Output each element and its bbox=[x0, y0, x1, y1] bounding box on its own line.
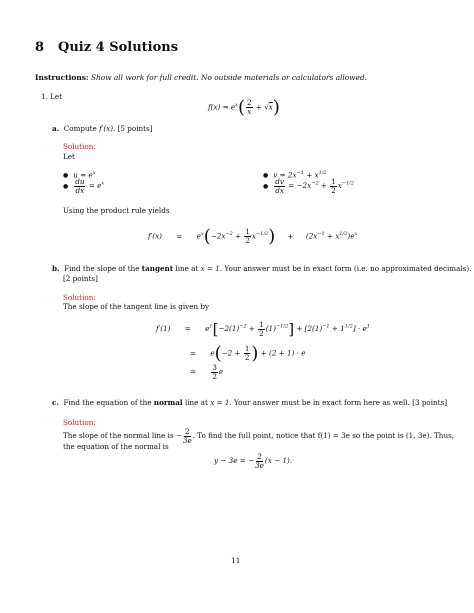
part-a-solution-label: Solution: bbox=[63, 142, 96, 151]
part-c-solution-label: Solution: bbox=[63, 418, 96, 427]
part-b-question: b. Find the slope of the tangent line at x = 1. Your answer must be in exact form (i.e. no approximated decimals). bbox=[52, 264, 472, 273]
part-a-using: Using the product rule yields bbox=[63, 206, 170, 215]
part-a-du: ● $\frac{du}{dx}$ = $e^x$ bbox=[63, 177, 105, 195]
section-number: 8 bbox=[35, 40, 45, 55]
section-title: Quiz 4 Solutions bbox=[58, 40, 179, 55]
part-b-solution-text: The slope of the tangent line is given by bbox=[63, 302, 210, 311]
part-a-dv: ● $\frac{dv}{dx}$ = $-2x^{-2}$ + $\frac{1}{2}$ $x^{-1/2}$ bbox=[263, 177, 355, 195]
part-b-solution-label: Solution: bbox=[63, 293, 96, 302]
problem-number: 1. Let bbox=[41, 92, 63, 101]
part-a-u: ● $u = e^x$ bbox=[63, 170, 96, 180]
page-number: 11 bbox=[231, 556, 241, 565]
instructions bbox=[35, 73, 367, 82]
part-b-question-line2: [2 points] bbox=[63, 274, 98, 283]
part-b-row2: = e(−2 + $\frac{1}{2}$ ) + (2 + 1) · e bbox=[190, 343, 306, 364]
part-a-final: $f'(x) = e^x(-2x^{-2}$ + $\frac{1}{2}$ $x^{-1/2}) + (2x^{-1} + x^{1/2})e^x$ bbox=[148, 226, 358, 247]
instructions-label: Instructions: bbox=[35, 73, 89, 82]
part-b-row1: $f'(1) = e^1[-2(1)^{-2}$ + $\frac{1}{2}$ $(1)^{-1/2}] + [2(1)^{-1} + 1^{1/2}] \cdot e^1$ bbox=[156, 319, 370, 338]
part-a-v: ● $v = 2x^{-1} + x^{1/2}$ bbox=[263, 170, 327, 180]
problem-intro: Let bbox=[50, 92, 63, 101]
instructions-text: Show all work for full credit. No outside materials or calculators allowed. bbox=[90, 73, 367, 82]
part-a-let: Let bbox=[63, 152, 75, 161]
part-c-equation: y − 3e = − $\frac{2}{3e}$ (x − 1). bbox=[214, 452, 293, 470]
function-definition: $f(x) = e^x$( $\frac{2}{x}$ + √x) bbox=[208, 97, 280, 118]
part-c-question: c. Find the equation of the normal line at x = 1. Your answer must be in exact form here as well. [3 points] bbox=[52, 398, 448, 407]
part-c-solution-line2: the equation of the normal is bbox=[63, 442, 169, 451]
part-c-solution-line1: The slope of the normal line is − $\frac{2}{3e}$ . To find the full point, notice that f(1) = 3e so the point is (1, 3e). Thus, bbox=[63, 427, 455, 445]
part-a-question: a. Compute f′(x). [5 points] bbox=[52, 124, 153, 133]
part-b-row3: = $\frac{3}{2}$ e bbox=[190, 363, 224, 381]
